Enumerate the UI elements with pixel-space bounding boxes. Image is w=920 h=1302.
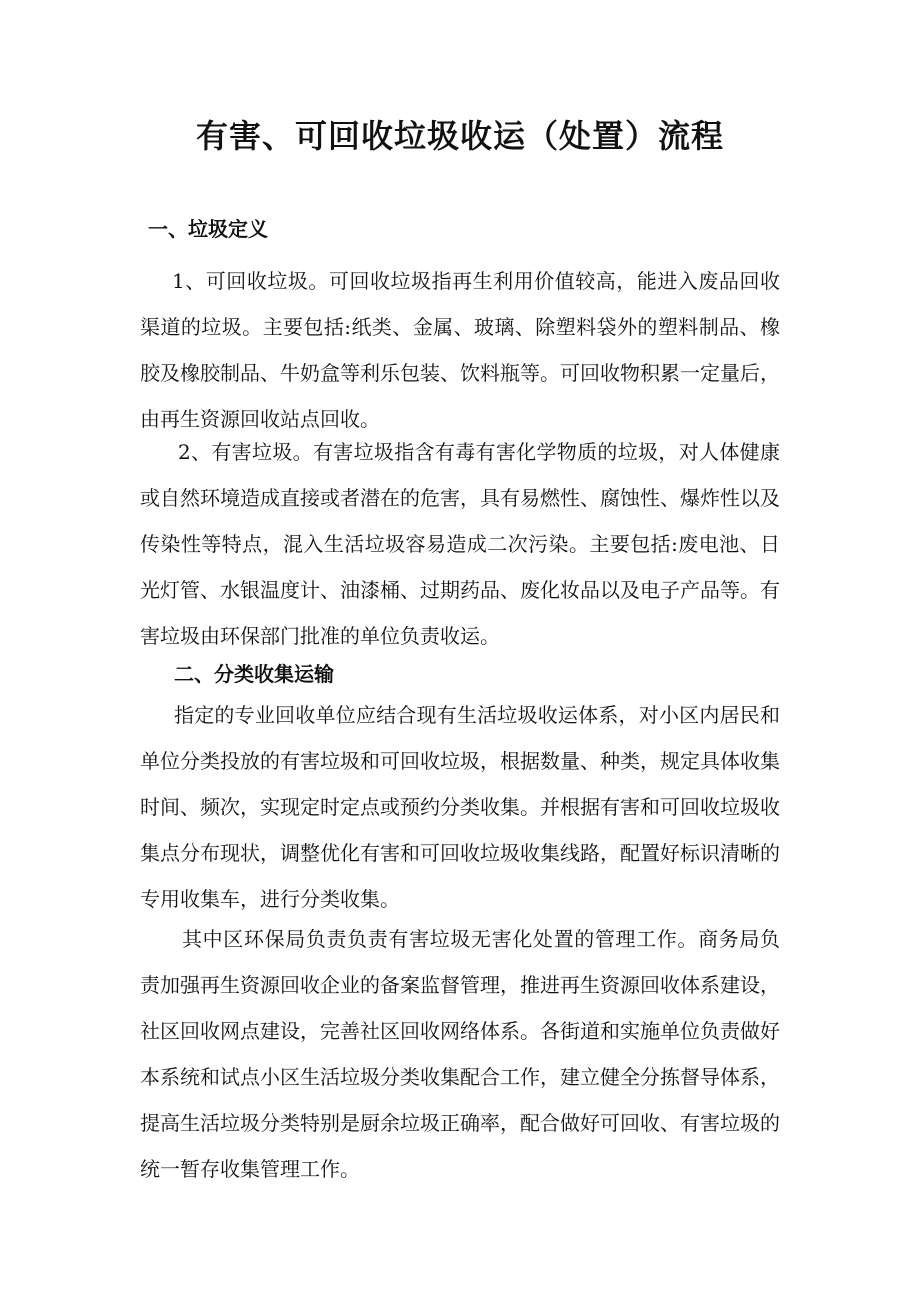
paragraph-responsibilities: 其中区环保局负责负责有害垃圾无害化处置的管理工作。商务局负责加强再生资源回收企业的备案监督管理，推进再生资源回收体系建设，社区回收网点建设，完善社区回收网络体系。各街道和实施单位负责做好本系统和试点小区生活垃圾分类收集配合工作，建立健全分拣督导体系，提高生活垃圾分类特别是厨余垃圾正确率，配合做好可回收、有害垃圾的统一暂存收集管理工作。 xyxy=(140,927,780,1181)
document-title: 有害、可回收垃圾收运（处置）流程 xyxy=(195,117,724,155)
paragraph-recyclable-waste: 1、可回收垃圾。可回收垃圾指再生利用价值较高，能进入废品回收渠道的垃圾。主要包括:纸类、金属、玻璃、除塑料袋外的塑料制品、橡胶及橡胶制品、牛奶盒等利乐包装、饮料瓶等。可回收物积累一定量后，由再生资源回收站点回收。 xyxy=(140,269,780,431)
section-heading-collection: 二、分类收集运输 xyxy=(174,662,334,686)
paragraph-hazardous-waste: 2、有害垃圾。有害垃圾指含有毒有害化学物质的垃圾，对人体健康或自然环境造成直接或者潜在的危害，具有易燃性、腐蚀性、爆炸性以及传染性等特点，混入生活垃圾容易造成二次污染。主要包括:废电池、日光灯管、水银温度计、油漆桶、过期药品、废化妆品以及电子产品等。有害垃圾由环保部门批准的单位负责收运。 xyxy=(140,440,780,648)
section-heading-definitions: 一、垃圾定义 xyxy=(148,217,268,241)
paragraph-collection-units: 指定的专业回收单位应结合现有生活垃圾收运体系，对小区内居民和单位分类投放的有害垃圾和可回收垃圾，根据数量、种类，规定具体收集时间、频次，实现定时定点或预约分类收集。并根据有害和可回收垃圾收集点分布现状，调整优化有害和可回收垃圾收集线路，配置好标识清晰的专用收集车，进行分类收集。 xyxy=(140,703,780,911)
